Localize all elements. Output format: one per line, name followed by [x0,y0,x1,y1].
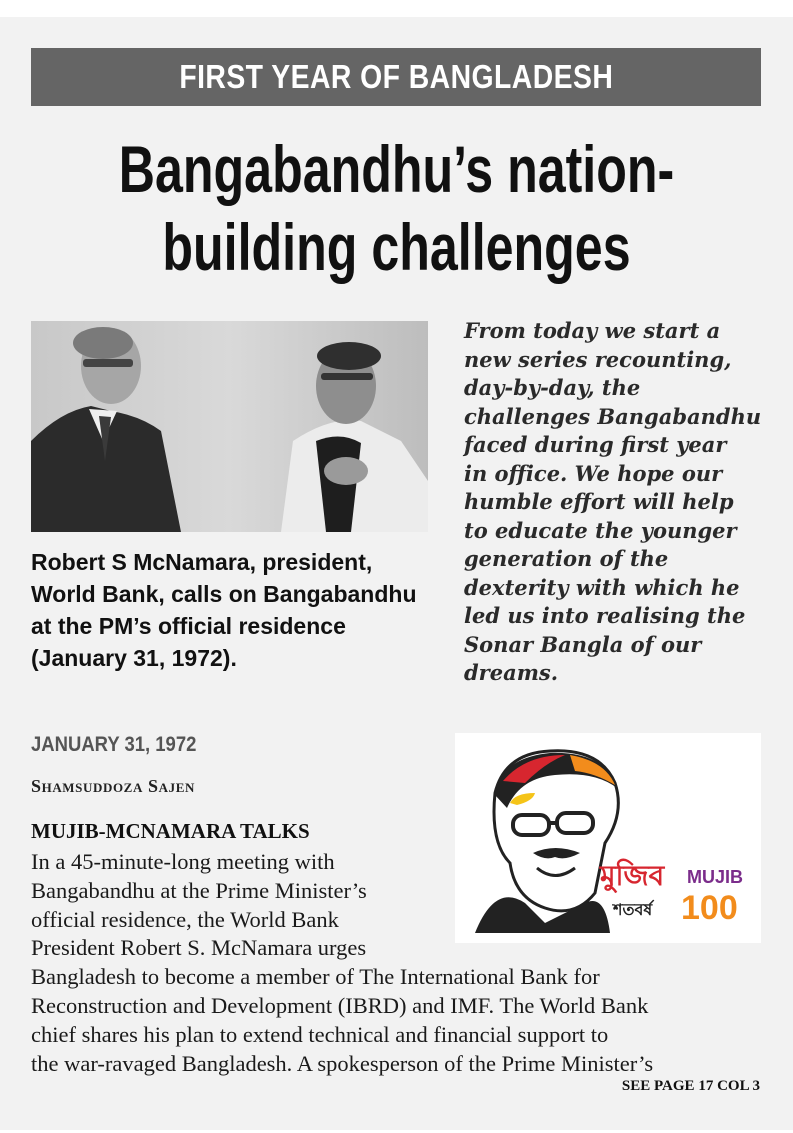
body-line: Bangladesh to become a member of The International Bank for [31,964,600,990]
intro-line: in office. We hope our [464,460,723,486]
body-line: Bangabandhu at the Prime Minister’s [31,877,367,903]
logo-bangla-title: মুজিব [600,859,665,892]
series-intro [464,317,774,688]
intro-line: generation of the [464,546,669,571]
logo-english-title: MUJIB [687,867,744,887]
section-banner [31,48,761,106]
intro-line: new series recounting, [464,346,732,372]
intro-line: From today we start a [464,318,721,343]
body-line: the war-ravaged Bangladesh. A spokesperson of the Prime Minister’s [31,1050,654,1076]
body-line: chief shares his plan to extend technical and financial support to [31,1021,609,1047]
intro-line: Sonar Bangla of our [464,631,702,657]
archive-photo [31,321,428,532]
body-line: In a 45-minute-long meeting with [31,849,335,874]
caption-line: Robert S McNamara, president, [31,549,373,575]
body-line: official residence, the World Bank [31,906,339,932]
intro-line: humble effort will help [464,489,734,514]
intro-line: led us into realising the [464,603,746,628]
article-body [31,848,771,1078]
intro-line: dexterity with which he [464,574,740,600]
article-subhead: MUJIB-MCNAMARA TALKS [31,819,310,843]
intro-line: day-by-day, the [464,375,641,400]
caption-line: World Bank, calls on Bangabandhu [31,581,417,607]
body-line: Reconstruction and Development (IBRD) and IMF. The World Bank [31,992,649,1018]
body-line: President Robert S. McNamara urges [31,935,367,961]
byline: Shamsuddoza Sajen [31,776,196,796]
intro-line: to educate the younger [464,517,737,543]
logo-number: 100 [681,889,738,927]
intro-line: faced during first year [464,432,727,457]
continuation-link[interactable]: SEE PAGE 17 COL 3 [621,1078,760,1094]
banner-title: FIRST YEAR OF BANGLADESH [179,58,613,95]
headline-line-1: Bangabandhu’s nation- [118,132,675,206]
logo-bangla-sub: শতবর্ষ [613,900,653,919]
caption-line: at the PM’s official residence [31,613,346,639]
intro-line: challenges Bangabandhu [464,403,762,429]
dateline: JANUARY 31, 1972 [31,733,197,756]
caption-line: (January 31, 1972). [31,645,237,671]
intro-line: dreams. [464,660,559,685]
headline-line-2: building challenges [162,210,631,284]
photo-caption [31,546,431,674]
headline [20,130,773,286]
